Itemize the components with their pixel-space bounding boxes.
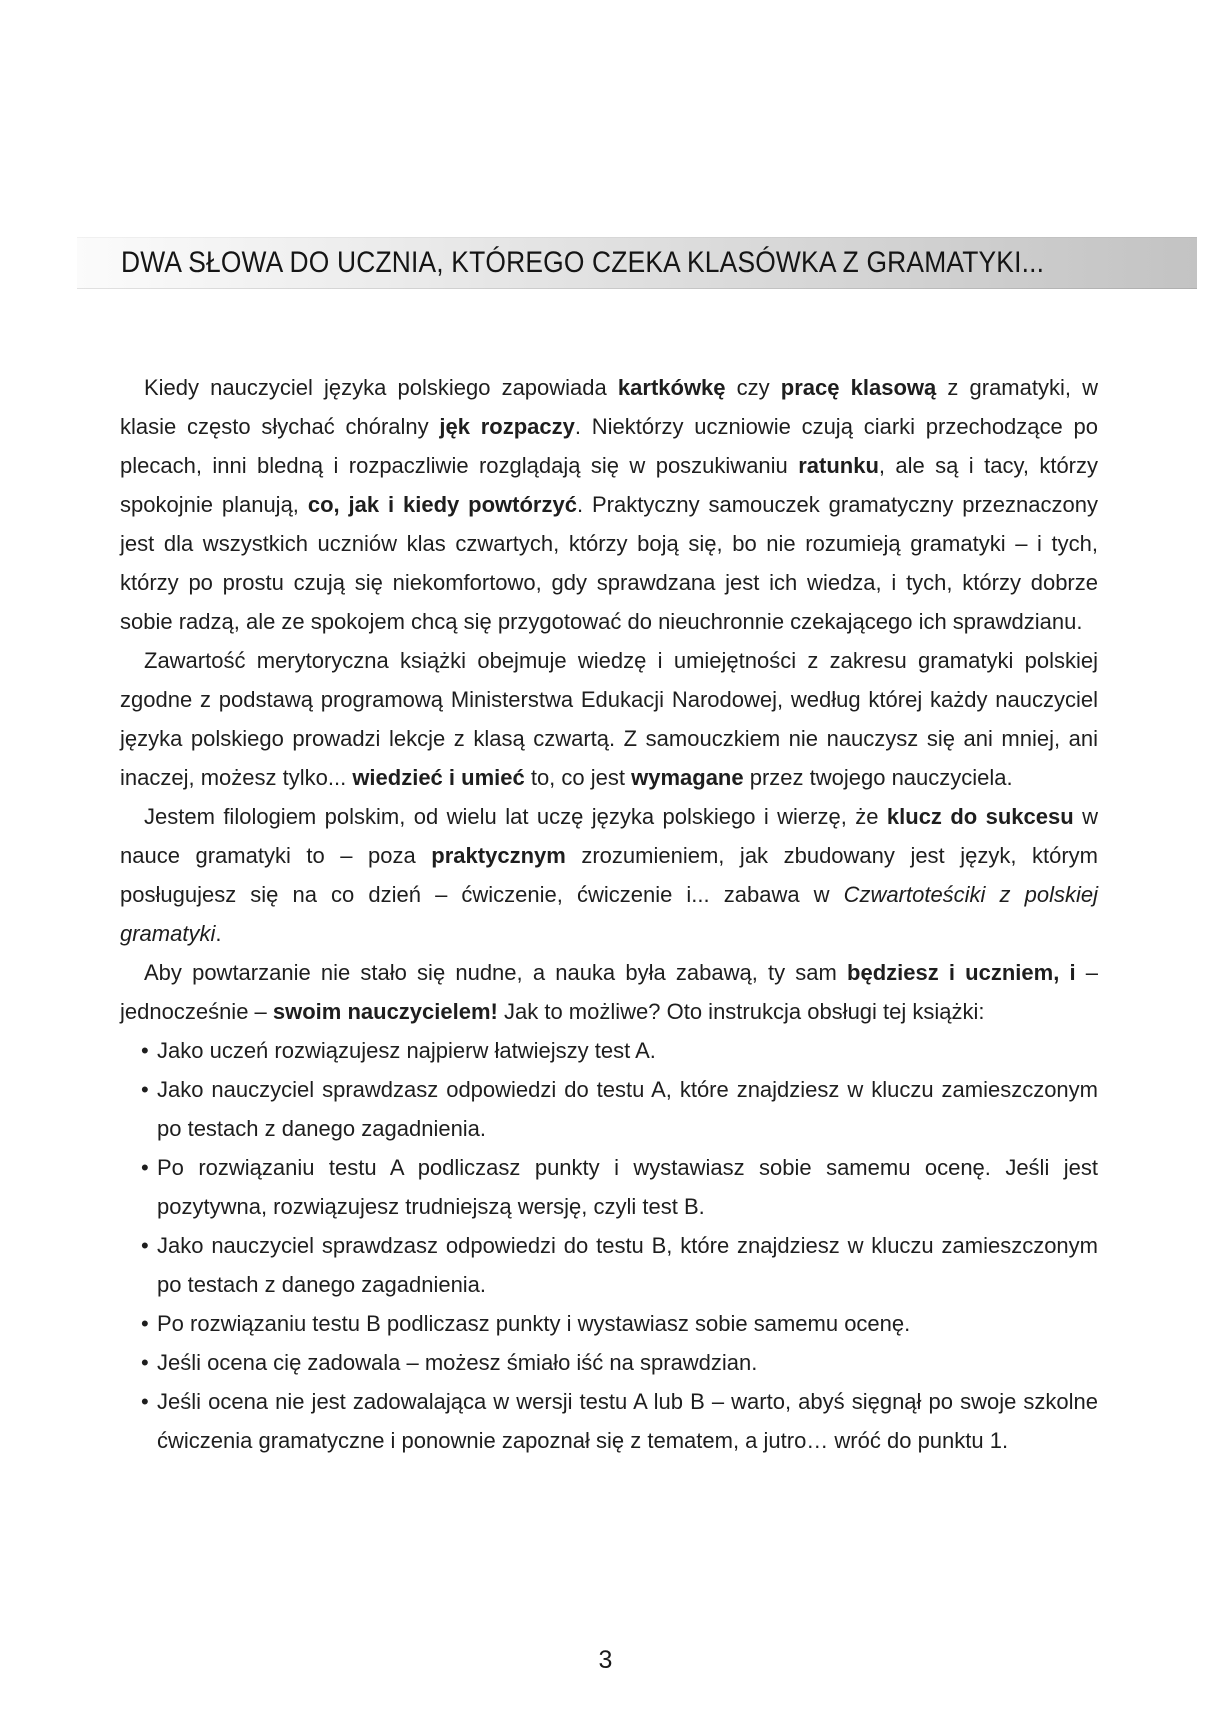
text-run: . xyxy=(215,921,222,946)
bold-text: ratunku xyxy=(798,453,879,478)
page-number: 3 xyxy=(598,1646,613,1674)
list-item xyxy=(120,1382,1098,1460)
bold-text: będziesz i uczniem, i xyxy=(847,960,1076,985)
italic-book-title: Czwartoteściki z polskiej gramatyki xyxy=(120,882,1098,946)
bold-text: praktycznym xyxy=(431,843,566,868)
text-run: Po rozwiązaniu testu A podliczasz punkty i wystawiasz sobie samemu ocenę. Jeśli jest pozytywna, rozwiązujesz trudniejszą wersję, czyli test B. xyxy=(157,1155,1098,1219)
bold-text: wymagane xyxy=(631,765,744,790)
text-run: Kiedy nauczyciel języka polskiego zapowiada xyxy=(144,375,618,400)
text-run: Jako uczeń rozwiązujesz najpierw łatwiejszy test A. xyxy=(157,1038,656,1063)
text-run: to, co jest xyxy=(524,765,632,790)
text-run: w nauce gramatyki to – poza xyxy=(120,804,1098,868)
text-run: Jestem filologiem polskim, od wielu lat uczę języka polskiego i wierzę, że xyxy=(144,804,887,829)
bold-text: swoim nauczycielem! xyxy=(272,999,498,1024)
chapter-header-bar xyxy=(77,237,1197,289)
bold-text: klucz do sukcesu xyxy=(886,804,1074,829)
text-run: – jednocześnie – xyxy=(120,960,1099,1024)
list-item xyxy=(120,1148,1098,1226)
text-run: Zawartość merytoryczna książki obejmuje wiedzę i umiejętności z zakresu gramatyki polskiej zgodne z podstawą programową Ministerstwa Edukacji Narodowej, według której każdy nauczyciel języka polskiego prowadzi lekcje z klasą czwartą. Z samouczkiem nie nauczysz się ani mniej, ani inaczej, możesz tylko... xyxy=(120,648,1098,790)
list-item xyxy=(120,1343,1098,1382)
list-item xyxy=(120,1304,1098,1343)
bold-text: jęk rozpaczy xyxy=(439,414,575,439)
body-content xyxy=(120,368,1098,1460)
text-run: Jako nauczyciel sprawdzasz odpowiedzi do testu B, które znajdziesz w kluczu zamieszczonym po testach z danego zagadnienia. xyxy=(157,1233,1098,1297)
text-run: Jako nauczyciel sprawdzasz odpowiedzi do testu A, które znajdziesz w kluczu zamieszczonym po testach z danego zagadnienia. xyxy=(157,1077,1098,1141)
bold-text: kartkówkę xyxy=(617,375,726,400)
paragraph xyxy=(120,368,1098,641)
list-item xyxy=(120,1226,1098,1304)
text-run: . Niektórzy uczniowie czują ciarki przechodzące po plecach, inni bledną i rozpaczliwie rozglądają się w poszukiwaniu xyxy=(120,414,1099,478)
bold-text: co, jak i kiedy powtórzyć xyxy=(307,492,577,517)
text-run: Po rozwiązaniu testu B podliczasz punkty i wystawiasz sobie samemu ocenę. xyxy=(157,1311,911,1336)
paragraph xyxy=(120,953,1098,1031)
text-run: Aby powtarzanie nie stało się nudne, a nauka była zabawą, ty sam xyxy=(144,960,848,985)
paragraph xyxy=(120,797,1098,953)
bold-text: pracę klasową xyxy=(780,375,937,400)
list-item xyxy=(120,1070,1098,1148)
text-run: z gramatyki, w klasie często słychać chóralny xyxy=(120,375,1098,439)
text-run: przez twojego nauczyciela. xyxy=(743,765,1013,790)
text-run: Jak to możliwe? Oto instrukcja obsługi tej książki: xyxy=(497,999,985,1024)
text-run: Jeśli ocena cię zadowala – możesz śmiało iść na sprawdzian. xyxy=(157,1350,758,1375)
text-run: . Praktyczny samouczek gramatyczny przeznaczony jest dla wszystkich uczniów klas czwartych, którzy boją się, bo nie rozumieją gramatyki – i tych, którzy po prostu czują się niekomfortowo, gdy sprawdzana jest ich wiedza, i tych, którzy dobrze sobie radzą, ale ze spokojem chcą się przygotować do nieuchronnie czekającego ich sprawdzianu. xyxy=(120,492,1098,634)
chapter-title: DWA SŁOWA DO UCZNIA, KTÓREGO CZEKA KLASÓWKA Z GRAMATYKI... xyxy=(121,246,1045,279)
text-run: , ale są i tacy, którzy spokojnie planują, xyxy=(120,453,1099,517)
text-run: czy xyxy=(725,375,781,400)
bold-text: wiedzieć i umieć xyxy=(352,765,525,790)
text-run: Jeśli ocena nie jest zadowalająca w wersji testu A lub B – warto, abyś sięgnął po swoje szkolne ćwiczenia gramatyczne i ponownie zapoznał się z tematem, a jutro… wróć do punktu 1. xyxy=(157,1389,1098,1453)
list-item xyxy=(120,1031,1098,1070)
instruction-list xyxy=(120,1031,1098,1460)
text-run: zrozumieniem, jak zbudowany jest język, którym posługujesz się na co dzień – ćwiczenie, ćwiczenie i... zabawa w xyxy=(120,843,1098,907)
paragraph xyxy=(120,641,1098,797)
